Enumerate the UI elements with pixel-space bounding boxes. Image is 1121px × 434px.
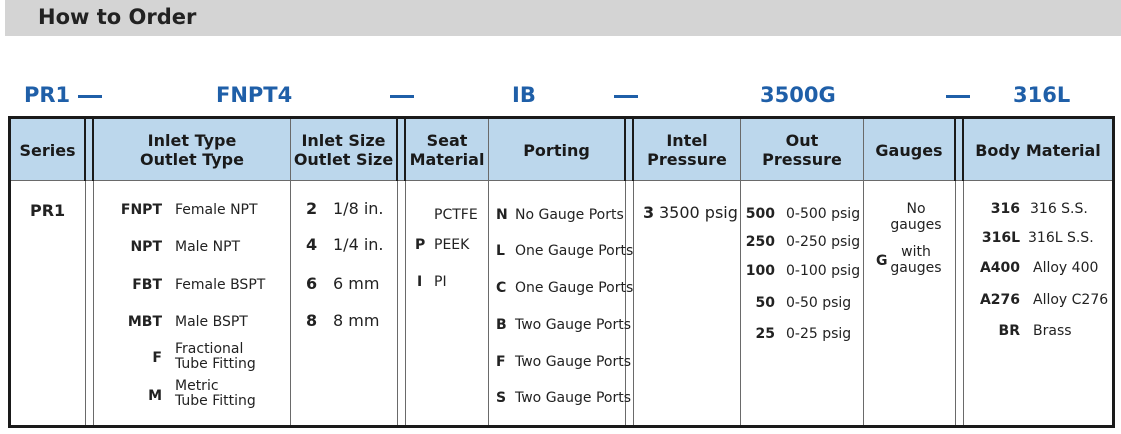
order-code-seat: IB	[512, 83, 536, 107]
body-material-code: BR	[998, 323, 1020, 339]
header-series-label: Series	[19, 140, 76, 160]
order-code-series: PR1	[24, 83, 71, 107]
out-pressure-code: 250	[745, 234, 775, 250]
header-seat-material	[406, 119, 488, 181]
body-material-desc: 316L S.S.	[1028, 230, 1094, 246]
column-separator	[397, 181, 398, 425]
column-separator	[405, 181, 406, 425]
inlet-type-desc-line: Tube Fitting	[175, 393, 256, 409]
seat-material-desc: PCTFE	[434, 207, 478, 223]
gauges-desc-line: gauges	[890, 260, 942, 276]
column-separator	[396, 119, 398, 181]
header-series	[11, 119, 84, 181]
inlet-type-code: M	[148, 388, 162, 404]
header-out-pressure	[741, 119, 863, 181]
inlet-size-desc: 6 mm	[333, 274, 380, 293]
out-pressure-desc: 0-25 psig	[786, 326, 852, 342]
porting-desc: One Gauge Ports	[515, 280, 634, 296]
order-code-inlet: FNPT4	[216, 83, 293, 107]
gauges-desc-line: with	[901, 244, 931, 260]
column-separator	[488, 181, 489, 425]
header-intel-pressure	[634, 119, 740, 181]
inlet-size-code: 8	[306, 311, 318, 330]
inlet-size-code: 6	[306, 274, 318, 293]
out-pressure-desc: 0-100 psig	[786, 263, 861, 279]
header-inlet-type-label: Inlet Type	[147, 131, 237, 150]
code-dash	[78, 95, 102, 98]
header-inlet-size-label: Inlet Size	[301, 131, 386, 150]
porting-desc: Two Gauge Ports	[515, 317, 631, 333]
porting-desc: Two Gauge Ports	[515, 354, 631, 370]
header-porting-label: Porting	[523, 140, 590, 160]
gauges-desc	[886, 201, 946, 233]
inlet-type-desc	[175, 379, 256, 409]
header-body-material-label: Body Material	[975, 140, 1101, 160]
inlet-type-desc: Male BSPT	[175, 314, 248, 330]
body-material-code: A276	[979, 292, 1020, 308]
body-material-code: A400	[979, 260, 1020, 276]
out-pressure-code: 100	[745, 263, 775, 279]
porting-desc: Two Gauge Ports	[515, 390, 631, 406]
body-material-desc: Alloy C276	[1033, 292, 1109, 308]
header-gauges	[864, 119, 954, 181]
column-separator	[624, 119, 626, 181]
code-dash	[614, 95, 638, 98]
porting-code: C	[496, 280, 507, 296]
body-material-desc: Alloy 400	[1033, 260, 1099, 276]
inlet-size-desc: 1/4 in.	[333, 235, 384, 254]
seat-material-desc: PI	[434, 274, 447, 290]
inlet-type-code: F	[152, 350, 162, 366]
header-gauges-label: Gauges	[875, 140, 943, 160]
code-dash	[390, 95, 414, 98]
gauges-desc-line: No	[906, 201, 926, 217]
inlet-type-desc-line: Fractional	[175, 341, 244, 357]
column-separator	[863, 181, 864, 425]
column-separator	[84, 119, 86, 181]
order-code-pressure: 3500G	[760, 83, 836, 107]
body-material-code: 316L	[981, 230, 1020, 246]
out-pressure-code: 500	[745, 206, 775, 222]
gauges-desc-line: gauges	[890, 217, 942, 233]
header-body-material	[964, 119, 1112, 181]
inlet-type-desc-line: Tube Fitting	[175, 356, 256, 372]
inlet-size-desc: 1/8 in.	[333, 199, 384, 218]
porting-code: S	[496, 390, 507, 406]
column-separator	[954, 119, 956, 181]
inlet-type-desc: Male NPT	[175, 239, 241, 255]
out-pressure-desc: 0-50 psig	[786, 295, 852, 311]
header-inlet-outlet-type	[94, 119, 290, 181]
inlet-size-code: 4	[306, 235, 318, 254]
header-material-label: Material	[409, 150, 485, 169]
inlet-type-code: NPT	[130, 239, 162, 255]
seat-material-desc: PEEK	[434, 237, 470, 253]
body-material-code: 316	[990, 201, 1020, 217]
inlet-type-desc: Female NPT	[175, 202, 258, 218]
column-separator	[290, 181, 291, 425]
porting-code: N	[496, 207, 508, 223]
series-code: PR1	[30, 201, 66, 220]
header-inlet-outlet-size	[291, 119, 396, 181]
porting-desc: No Gauge Ports	[515, 207, 624, 223]
gauges-code: G	[876, 253, 888, 269]
inlet-size-code: 2	[306, 199, 318, 218]
code-dash	[946, 95, 970, 98]
header-intel-pressure-label: Pressure	[647, 150, 727, 169]
column-separator	[963, 181, 964, 425]
out-pressure-desc: 0-250 psig	[786, 234, 861, 250]
inlet-type-code: FNPT	[120, 202, 162, 218]
inlet-type-code: FBT	[132, 277, 162, 293]
header-outlet-size-label: Outlet Size	[293, 150, 394, 169]
section-title: How to Order	[38, 5, 197, 29]
header-outlet-type-label: Outlet Type	[140, 150, 244, 169]
column-separator	[633, 181, 634, 425]
seat-material-code: P	[415, 237, 426, 253]
porting-desc: One Gauge Ports	[515, 243, 634, 259]
intel-pressure-desc: 3500 psig	[659, 203, 738, 222]
inlet-type-desc: Female BSPT	[175, 277, 266, 293]
inlet-type-desc	[175, 342, 256, 372]
out-pressure-code: 50	[755, 295, 775, 311]
intel-pressure-code: 3	[643, 203, 655, 222]
header-seat-label: Seat	[426, 131, 468, 150]
inlet-type-code: MBT	[127, 314, 162, 330]
column-separator	[85, 181, 86, 425]
gauges-desc	[886, 244, 946, 276]
order-code-body: 316L	[1013, 83, 1071, 107]
inlet-size-desc: 8 mm	[333, 311, 380, 330]
out-pressure-code: 25	[755, 326, 775, 342]
header-intel-label: Intel	[666, 131, 708, 150]
seat-material-code: I	[417, 274, 423, 290]
column-separator	[93, 181, 94, 425]
porting-code: B	[496, 317, 507, 333]
header-out-label: Out	[785, 131, 819, 150]
porting-code: L	[496, 243, 505, 259]
header-porting	[489, 119, 624, 181]
porting-code: F	[496, 354, 506, 370]
column-separator	[955, 181, 956, 425]
inlet-type-desc-line: Metric	[175, 378, 219, 394]
body-material-desc: 316 S.S.	[1030, 201, 1088, 217]
body-material-desc: Brass	[1033, 323, 1072, 339]
out-pressure-desc: 0-500 psig	[786, 206, 861, 222]
header-out-pressure-label: Pressure	[762, 150, 842, 169]
